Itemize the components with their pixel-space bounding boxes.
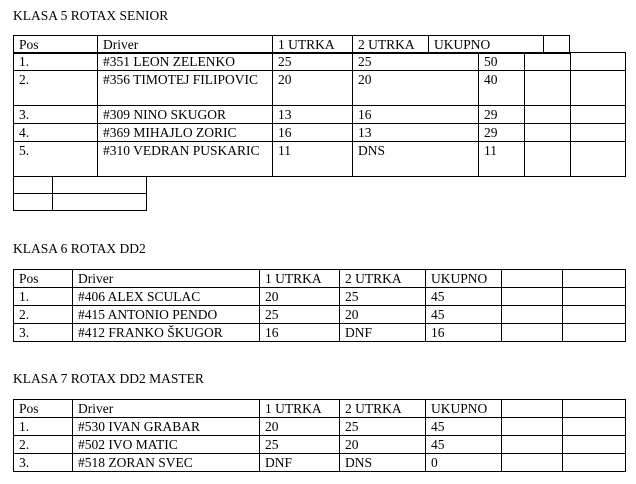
table-header-row [14,400,626,418]
header-pos: Pos [14,400,73,418]
header-race-2: 2 UTRKA [340,270,426,288]
empty-row [14,194,147,211]
driver-cell: #518 ZORAN SVEC [73,454,260,472]
total-cell: 29 [479,124,525,142]
race-2-cell: 20 [340,436,426,454]
empty-cell [502,454,563,472]
race-1-cell: 11 [273,142,353,177]
total-cell: 45 [426,436,502,454]
empty-cell [502,400,563,418]
header-race-2: 2 UTRKA [340,400,426,418]
race-1-cell: DNF [260,454,340,472]
empty-cell [563,436,626,454]
empty-cell [53,177,147,194]
pos-cell: 2. [14,71,98,106]
empty-cell [525,124,571,142]
table-header-row [14,270,626,288]
race-2-cell: 25 [353,53,479,71]
table-row [14,418,626,436]
race-2-cell: 20 [353,71,479,106]
empty-cell [525,106,571,124]
empty-cell [571,53,626,71]
total-cell: 45 [426,418,502,436]
header-race-1: 1 UTRKA [260,400,340,418]
total-cell: 16 [426,324,502,342]
table-row [14,306,626,324]
driver-cell: #406 ALEX SCULAC [73,288,260,306]
pos-cell: 3. [14,324,73,342]
pos-cell: 2. [14,306,73,324]
empty-cell [563,400,626,418]
empty-cell [563,454,626,472]
results-table-klasa-7 [13,399,626,472]
race-2-cell: 16 [353,106,479,124]
driver-cell: #415 ANTONIO PENDO [73,306,260,324]
driver-cell: #502 IVO MATIC [73,436,260,454]
race-1-cell: 25 [260,436,340,454]
empty-row [14,177,147,194]
table-row [14,53,626,71]
empty-cell [563,324,626,342]
header-total: UKUPNO [426,400,502,418]
driver-cell: #356 TIMOTEJ FILIPOVIC [98,71,273,106]
driver-cell: #309 NINO SKUGOR [98,106,273,124]
header-race-2: 2 UTRKA [353,36,429,54]
section-title-klasa-5: KLASA 5 ROTAX SENIOR [13,8,169,23]
section-title-klasa-6: KLASA 6 ROTAX DD2 [13,241,146,256]
total-cell: 45 [426,288,502,306]
driver-cell: #530 IVAN GRABAR [73,418,260,436]
race-2-cell: 25 [340,418,426,436]
empty-table-fragment [13,176,147,211]
table-row [14,324,626,342]
empty-cell [14,194,53,211]
total-cell: 29 [479,106,525,124]
total-cell: 40 [479,71,525,106]
header-race-1: 1 UTRKA [273,36,353,54]
section-title-klasa-7: KLASA 7 ROTAX DD2 MASTER [13,371,204,386]
pos-cell: 5. [14,142,98,177]
race-2-cell: DNS [340,454,426,472]
header-driver: Driver [98,36,273,54]
table-row [14,288,626,306]
race-1-cell: 20 [260,418,340,436]
pos-cell: 2. [14,436,73,454]
header-pos: Pos [14,36,98,54]
empty-cell [502,418,563,436]
race-1-cell: 25 [273,53,353,71]
driver-cell: #310 VEDRAN PUSKARIC [98,142,273,177]
race-1-cell: 20 [273,71,353,106]
empty-cell [502,436,563,454]
pos-cell: 3. [14,454,73,472]
race-1-cell: 16 [273,124,353,142]
total-cell: 50 [479,53,525,71]
empty-cell [502,288,563,306]
empty-cell [571,124,626,142]
table-row [14,124,626,142]
empty-cell [571,142,626,177]
empty-cell [525,71,571,106]
results-table-klasa-6 [13,269,626,342]
empty-cell [525,142,571,177]
pos-cell: 3. [14,106,98,124]
total-cell: 45 [426,306,502,324]
race-1-cell: 13 [273,106,353,124]
race-2-cell: DNS [353,142,479,177]
empty-cell [525,53,571,71]
empty-cell [544,36,570,54]
pos-cell: 1. [14,288,73,306]
race-2-cell: 25 [340,288,426,306]
table-row [14,71,626,106]
table-header-row [14,36,570,54]
driver-cell: #412 FRANKO ŠKUGOR [73,324,260,342]
total-cell: 0 [426,454,502,472]
header-pos: Pos [14,270,73,288]
pos-cell: 1. [14,53,98,71]
empty-cell [502,324,563,342]
race-2-cell: 13 [353,124,479,142]
pos-cell: 4. [14,124,98,142]
table-row [14,436,626,454]
empty-cell [53,194,147,211]
race-1-cell: 16 [260,324,340,342]
header-driver: Driver [73,270,260,288]
empty-cell [571,106,626,124]
empty-cell [563,418,626,436]
total-cell: 11 [479,142,525,177]
driver-cell: #351 LEON ZELENKO [98,53,273,71]
empty-cell [502,306,563,324]
race-2-cell: DNF [340,324,426,342]
table-row [14,454,626,472]
empty-cell [563,288,626,306]
empty-cell [14,177,53,194]
header-race-1: 1 UTRKA [260,270,340,288]
table-row [14,142,626,177]
empty-cell [563,306,626,324]
header-total: UKUPNO [426,270,502,288]
empty-cell [563,270,626,288]
race-1-cell: 20 [260,288,340,306]
race-1-cell: 25 [260,306,340,324]
header-driver: Driver [73,400,260,418]
header-total: UKUPNO [429,36,544,54]
race-2-cell: 20 [340,306,426,324]
results-table-klasa-5 [13,52,626,177]
pos-cell: 1. [14,418,73,436]
empty-cell [502,270,563,288]
table-row [14,106,626,124]
empty-cell [571,71,626,106]
driver-cell: #369 MIHAJLO ZORIC [98,124,273,142]
